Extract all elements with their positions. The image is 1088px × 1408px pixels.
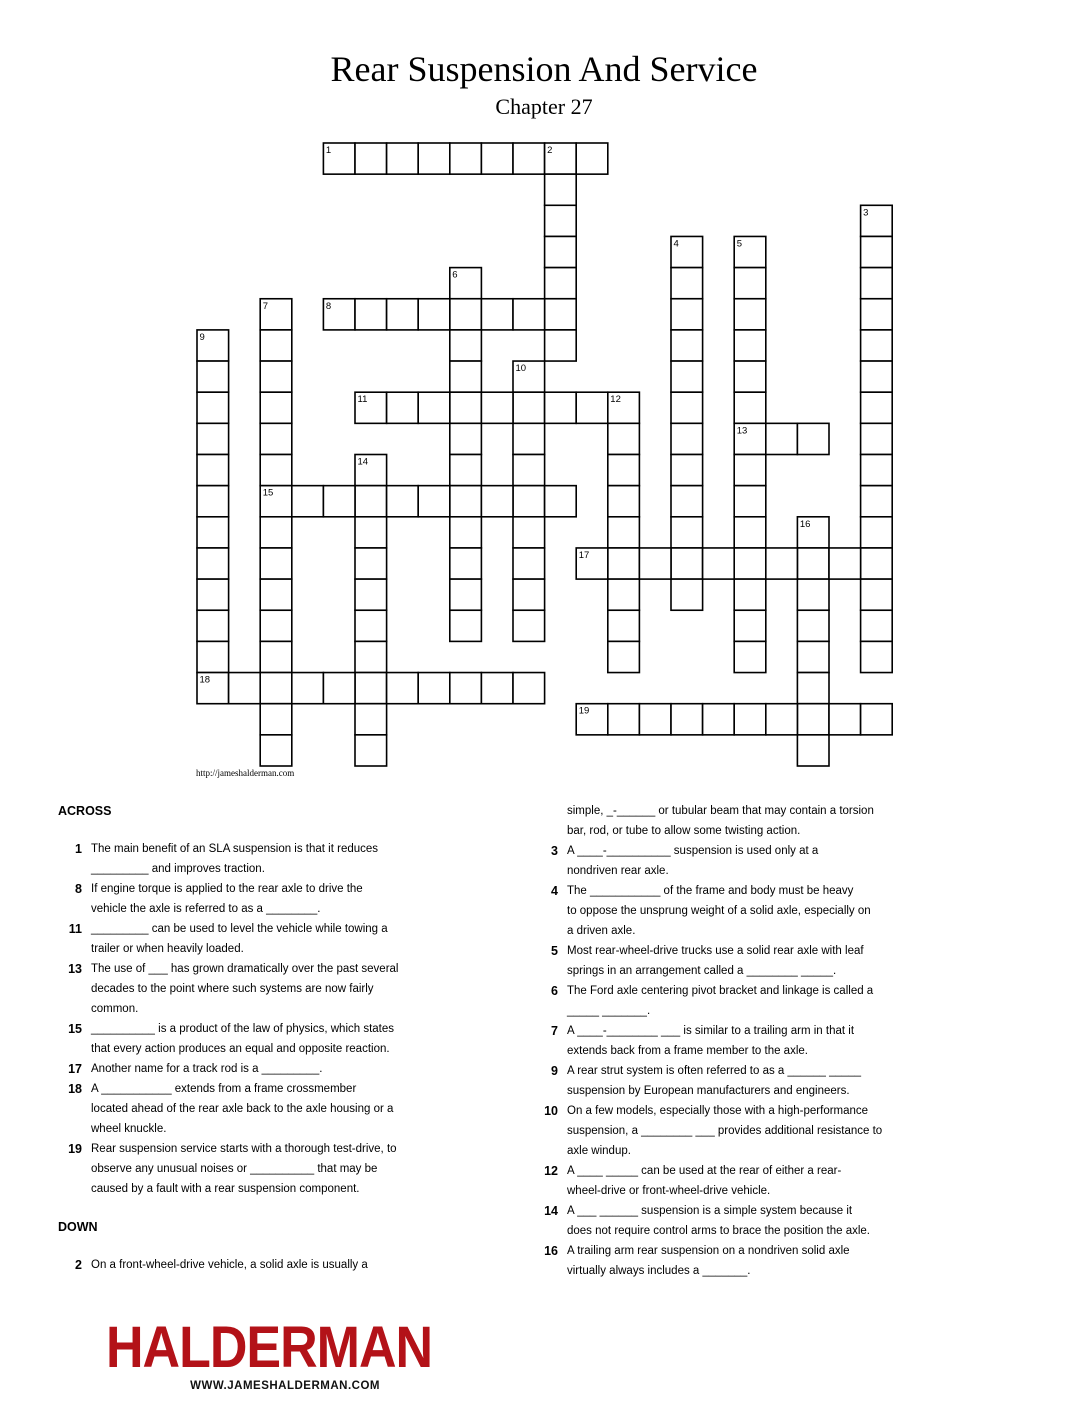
- clue-number: 13: [68, 962, 82, 976]
- clue-item: [534, 1021, 914, 1041]
- cell-number: 12: [610, 394, 621, 406]
- grid-cell[interactable]: [260, 423, 292, 454]
- cell-number: 7: [262, 300, 268, 312]
- grid-cell[interactable]: [513, 517, 545, 548]
- grid-cell[interactable]: [260, 392, 292, 423]
- clue-line: [534, 1041, 914, 1061]
- clue-text: _____ _______.: [567, 1005, 651, 1017]
- clue-text: wheel-drive or front-wheel-drive vehicle.: [567, 1185, 771, 1197]
- clue-item: [58, 1079, 478, 1099]
- grid-cell[interactable]: [513, 610, 545, 641]
- grid-cell[interactable]: [387, 486, 419, 517]
- grid-cell[interactable]: [513, 299, 545, 330]
- halderman-logo: [106, 1315, 433, 1392]
- grid-cell[interactable]: [260, 330, 292, 361]
- grid-cell[interactable]: [671, 455, 703, 486]
- grid-cell[interactable]: [355, 517, 387, 548]
- grid-cell[interactable]: [197, 392, 229, 423]
- grid-cell[interactable]: [513, 392, 545, 423]
- cell-number: 19: [578, 705, 590, 717]
- grid-cell[interactable]: [734, 268, 766, 299]
- grid-cell[interactable]: [418, 392, 450, 423]
- grid-cell[interactable]: [734, 361, 766, 392]
- grid-cell[interactable]: [608, 704, 640, 735]
- grid-cell[interactable]: [545, 205, 577, 236]
- grid-cell[interactable]: [418, 673, 450, 704]
- grid-cell[interactable]: [861, 268, 893, 299]
- clue-text: A ___ ______ suspension is a simple system because it: [567, 1205, 853, 1217]
- clue-line: [534, 901, 914, 921]
- grid-cell[interactable]: [861, 455, 893, 486]
- clue-item: [58, 959, 478, 979]
- clue-text: common.: [91, 1003, 139, 1015]
- clue-item: [58, 1139, 478, 1159]
- clue-text: Another name for a track rod is a _________.: [91, 1063, 323, 1075]
- grid-cell[interactable]: [355, 735, 387, 766]
- grid-cell[interactable]: [608, 517, 640, 548]
- grid-cell[interactable]: [450, 579, 482, 610]
- cell-number: 16: [799, 518, 811, 530]
- clue-item: [58, 1019, 478, 1039]
- cell-number: 9: [199, 331, 205, 343]
- grid-cell[interactable]: [861, 641, 893, 672]
- grid-cell[interactable]: [450, 673, 482, 704]
- grid-cell[interactable]: [861, 517, 893, 548]
- clue-text: The use of ___ has grown dramatically over the past several: [91, 963, 399, 975]
- clue-column-left: [58, 801, 478, 1275]
- grid-cell[interactable]: [513, 486, 545, 517]
- clue-line: [58, 859, 478, 879]
- cell-number: 2: [547, 145, 553, 156]
- grid-cell[interactable]: [797, 641, 829, 672]
- grid-cell[interactable]: [671, 361, 703, 392]
- clue-text: simple, _-______ or tubular beam that may contain a torsion: [567, 805, 874, 817]
- cell-number: 10: [515, 363, 527, 375]
- grid-cell[interactable]: [450, 361, 482, 392]
- grid-cell[interactable]: [608, 579, 640, 610]
- clue-number: 1: [75, 842, 82, 856]
- clue-number: 3: [551, 844, 558, 858]
- grid-cell[interactable]: [197, 455, 229, 486]
- grid-cell[interactable]: [355, 143, 387, 174]
- clue-line: [58, 1119, 478, 1139]
- clue-line: [534, 1221, 914, 1241]
- cell-number: 14: [357, 456, 369, 468]
- grid-cell[interactable]: [450, 517, 482, 548]
- grid-cell[interactable]: [608, 610, 640, 641]
- grid-cell[interactable]: [608, 455, 640, 486]
- clue-number: 18: [68, 1082, 82, 1096]
- clue-text: trailer or when heavily loaded.: [91, 943, 244, 955]
- grid-cell[interactable]: [450, 486, 482, 517]
- grid-cell[interactable]: [797, 423, 829, 454]
- clue-number: 16: [544, 1244, 558, 1258]
- clue-number: 8: [75, 882, 82, 896]
- clue-item: [534, 841, 914, 861]
- clue-text: __________ is a product of the law of physics, which states: [91, 1023, 395, 1035]
- clue-text: _________ can be used to level the vehicle while towing a: [91, 923, 388, 935]
- grid-cell[interactable]: [197, 486, 229, 517]
- clue-number: 6: [551, 984, 558, 998]
- grid-cell[interactable]: [797, 579, 829, 610]
- grid-cell[interactable]: [797, 610, 829, 641]
- clue-item: [534, 881, 914, 901]
- grid-cell[interactable]: [797, 735, 829, 766]
- logo-url: WWW.JAMESHALDERMAN.COM: [190, 1380, 380, 1392]
- grid-cell[interactable]: [766, 423, 798, 454]
- grid-cell[interactable]: [734, 392, 766, 423]
- grid-cell[interactable]: [197, 641, 229, 672]
- cell-number: 13: [736, 425, 748, 437]
- clue-number: 15: [68, 1022, 82, 1036]
- grid-cell[interactable]: [545, 268, 577, 299]
- grid-cell[interactable]: [387, 143, 419, 174]
- cell-number: 6: [452, 269, 458, 281]
- clue-line: [58, 1179, 478, 1199]
- clue-text: A ____-__________ suspension is used only at a: [567, 845, 819, 857]
- clue-text: _________ and improves traction.: [91, 863, 265, 875]
- clue-line: [58, 999, 478, 1019]
- clue-number: 11: [68, 922, 82, 936]
- cell-number: 3: [863, 207, 869, 219]
- grid-cell[interactable]: [260, 548, 292, 579]
- clue-line: [58, 1159, 478, 1179]
- grid-cell[interactable]: [450, 143, 482, 174]
- grid-cell[interactable]: [197, 610, 229, 641]
- grid-cell[interactable]: [450, 610, 482, 641]
- grid-cell[interactable]: [260, 704, 292, 735]
- grid-cell[interactable]: [355, 486, 387, 517]
- clue-text: If engine torque is applied to the rear axle to drive the: [91, 883, 363, 895]
- cell-number: 5: [736, 238, 742, 250]
- grid-cell[interactable]: [671, 392, 703, 423]
- grid-cell[interactable]: [418, 143, 450, 174]
- grid-cell[interactable]: [671, 268, 703, 299]
- clue-number: 17: [68, 1062, 82, 1076]
- clue-column-right: [534, 801, 914, 1281]
- grid-cell[interactable]: [197, 423, 229, 454]
- clue-line: [534, 821, 914, 841]
- grid-cell[interactable]: [323, 486, 355, 517]
- grid-cell[interactable]: [545, 174, 577, 205]
- clue-text: extends back from a frame member to the axle.: [567, 1045, 808, 1057]
- clue-text: On a front-wheel-drive vehicle, a solid axle is usually a: [91, 1259, 368, 1271]
- grid-cell[interactable]: [545, 392, 577, 423]
- clue-text: nondriven rear axle.: [567, 865, 669, 877]
- grid-cell[interactable]: [861, 548, 893, 579]
- clue-line: [534, 1141, 914, 1161]
- clue-text: axle windup.: [567, 1145, 631, 1157]
- clue-text: A ____-________ ___ is similar to a trailing arm in that it: [567, 1025, 855, 1037]
- clue-item: [534, 1241, 914, 1261]
- grid-cell[interactable]: [734, 548, 766, 579]
- grid-cell[interactable]: [797, 548, 829, 579]
- clue-number: 5: [551, 944, 558, 958]
- clue-text: Rear suspension service starts with a thorough test-drive, to: [91, 1143, 397, 1155]
- grid-cell[interactable]: [355, 704, 387, 735]
- grid-cell[interactable]: [513, 673, 545, 704]
- grid-cell[interactable]: [545, 299, 577, 330]
- grid-cell[interactable]: [292, 486, 324, 517]
- grid-cell[interactable]: [260, 735, 292, 766]
- clue-text: springs in an arrangement called a ________ _____.: [567, 965, 837, 977]
- clue-number: 10: [544, 1104, 558, 1118]
- grid-cell[interactable]: [450, 455, 482, 486]
- grid-cell[interactable]: [861, 299, 893, 330]
- clue-number: 14: [544, 1204, 558, 1218]
- grid-cell[interactable]: [197, 579, 229, 610]
- clue-item: [534, 1201, 914, 1221]
- grid-cell[interactable]: [861, 423, 893, 454]
- clue-item: [534, 941, 914, 961]
- grid-cell[interactable]: [703, 548, 735, 579]
- clue-text: observe any unusual noises or __________ that may be: [91, 1163, 378, 1175]
- grid-cell[interactable]: [766, 548, 798, 579]
- grid-cell[interactable]: [671, 704, 703, 735]
- grid-cell[interactable]: [671, 423, 703, 454]
- clue-item: [534, 981, 914, 1001]
- clue-line: [534, 961, 914, 981]
- grid-cell[interactable]: [671, 548, 703, 579]
- clue-item: [58, 839, 478, 859]
- grid-cell[interactable]: [797, 704, 829, 735]
- grid-cell[interactable]: [829, 704, 861, 735]
- clue-item: [534, 1101, 914, 1121]
- clue-text: suspension by European manufacturers and engineers.: [567, 1085, 850, 1097]
- clue-text: The ___________ of the frame and body must be heavy: [567, 885, 854, 897]
- grid-cell[interactable]: [481, 143, 513, 174]
- clue-number: 19: [68, 1142, 82, 1156]
- clue-line: [534, 1081, 914, 1101]
- cell-number: 18: [199, 674, 211, 686]
- grid-cell[interactable]: [260, 517, 292, 548]
- clue-item: [534, 1061, 914, 1081]
- grid-cell[interactable]: [639, 704, 671, 735]
- grid-cell[interactable]: [481, 486, 513, 517]
- clue-item: [58, 1059, 478, 1079]
- grid-cell[interactable]: [734, 330, 766, 361]
- clue-line: [58, 939, 478, 959]
- clue-line: [58, 1099, 478, 1119]
- clue-line: [58, 1039, 478, 1059]
- grid-cell[interactable]: [513, 548, 545, 579]
- grid-cell[interactable]: [513, 455, 545, 486]
- grid-cell[interactable]: [260, 579, 292, 610]
- clue-text: Most rear-wheel-drive trucks use a solid rear axle with leaf: [567, 945, 864, 957]
- grid-cell[interactable]: [734, 641, 766, 672]
- grid-cell[interactable]: [545, 236, 577, 267]
- clue-number: 9: [551, 1064, 558, 1078]
- cell-number: 8: [325, 300, 332, 312]
- grid-cell[interactable]: [671, 299, 703, 330]
- clue-text: a driven axle.: [567, 925, 636, 937]
- grid-cell[interactable]: [450, 548, 482, 579]
- grid-cell[interactable]: [355, 579, 387, 610]
- grid-cell[interactable]: [513, 423, 545, 454]
- grid-cell[interactable]: [545, 330, 577, 361]
- clue-item: [534, 1161, 914, 1181]
- cell-number: 1: [325, 145, 332, 156]
- clue-number: 12: [544, 1164, 558, 1178]
- grid-cell[interactable]: [292, 673, 324, 704]
- clue-item: [58, 919, 478, 939]
- grid-cell[interactable]: [387, 673, 419, 704]
- clue-number: 7: [551, 1024, 558, 1038]
- clue-line: [534, 1121, 914, 1141]
- grid-cell[interactable]: [703, 704, 735, 735]
- grid-cell[interactable]: [576, 392, 608, 423]
- grid-cell[interactable]: [450, 423, 482, 454]
- clue-text: located ahead of the rear axle back to the axle housing or a: [91, 1103, 394, 1115]
- grid-cell[interactable]: [671, 486, 703, 517]
- logo-wordmark: HALDERMAN: [106, 1315, 433, 1381]
- clue-line: [58, 979, 478, 999]
- clue-text: vehicle the axle is referred to as a ________.: [91, 903, 321, 915]
- grid-cell[interactable]: [513, 143, 545, 174]
- grid-cell[interactable]: [734, 517, 766, 548]
- grid-cell[interactable]: [355, 610, 387, 641]
- grid-cell[interactable]: [734, 486, 766, 517]
- grid-cell[interactable]: [671, 517, 703, 548]
- clue-text: does not require control arms to brace the position the axle.: [567, 1225, 871, 1237]
- clue-text: A ____ _____ can be used at the rear of either a rear-: [567, 1165, 842, 1177]
- grid-cell[interactable]: [734, 704, 766, 735]
- grid-cell[interactable]: [608, 423, 640, 454]
- clue-text: to oppose the unsprung weight of a solid axle, especially on: [567, 905, 871, 917]
- clue-line: [58, 899, 478, 919]
- clue-item: [58, 1255, 478, 1275]
- grid-cell[interactable]: [197, 361, 229, 392]
- grid-cell[interactable]: [671, 579, 703, 610]
- page-title: Rear Suspension And Service: [330, 49, 758, 89]
- grid-cell[interactable]: [829, 548, 861, 579]
- grid-cell[interactable]: [861, 392, 893, 423]
- grid-cell[interactable]: [450, 330, 482, 361]
- grid-cell[interactable]: [229, 673, 261, 704]
- clue-line: [534, 801, 914, 821]
- across-heading: ACROSS: [58, 804, 112, 818]
- clue-text: On a few models, especially those with a high-performance: [567, 1105, 869, 1117]
- grid-cell[interactable]: [608, 641, 640, 672]
- grid-cell[interactable]: [861, 361, 893, 392]
- cell-number: 17: [578, 549, 590, 561]
- page-subtitle: Chapter 27: [495, 94, 593, 119]
- grid-cell[interactable]: [861, 236, 893, 267]
- clue-text: wheel knuckle.: [91, 1123, 167, 1135]
- grid-cell[interactable]: [861, 330, 893, 361]
- grid-cell[interactable]: [355, 548, 387, 579]
- cell-number: 15: [262, 487, 274, 499]
- clue-number: 4: [551, 884, 558, 898]
- grid-cell[interactable]: [355, 641, 387, 672]
- grid-cell[interactable]: [323, 673, 355, 704]
- grid-cell[interactable]: [861, 610, 893, 641]
- grid-cell[interactable]: [734, 455, 766, 486]
- grid-cell[interactable]: [734, 579, 766, 610]
- clue-text: that every action produces an equal and opposite reaction.: [91, 1043, 390, 1055]
- clue-text: A rear strut system is often referred to as a ______ _____: [567, 1065, 862, 1077]
- clue-line: [534, 921, 914, 941]
- clue-text: decades to the point where such systems are now fairly: [91, 983, 374, 995]
- clue-text: caused by a fault with a rear suspension component.: [91, 1183, 360, 1195]
- grid-cell[interactable]: [639, 548, 671, 579]
- cell-number: 4: [673, 238, 679, 250]
- grid-cell[interactable]: [734, 610, 766, 641]
- grid-cell[interactable]: [861, 704, 893, 735]
- grid-cell[interactable]: [481, 673, 513, 704]
- clue-number: 2: [75, 1258, 82, 1272]
- grid-cell[interactable]: [260, 361, 292, 392]
- clue-item: [58, 879, 478, 899]
- grid-cell[interactable]: [481, 299, 513, 330]
- grid-cell[interactable]: [197, 517, 229, 548]
- grid-cell[interactable]: [260, 610, 292, 641]
- grid-cell[interactable]: [861, 486, 893, 517]
- grid-cell[interactable]: [450, 392, 482, 423]
- grid-cell[interactable]: [797, 673, 829, 704]
- clue-text: virtually always includes a _______.: [567, 1265, 751, 1277]
- grid-cell[interactable]: [481, 392, 513, 423]
- clue-line: [534, 1261, 914, 1281]
- grid-cell[interactable]: [387, 299, 419, 330]
- grid-cell[interactable]: [545, 486, 577, 517]
- clue-text: A trailing arm rear suspension on a nondriven solid axle: [567, 1245, 850, 1257]
- source-url: http://jameshalderman.com: [196, 768, 295, 778]
- grid-cell[interactable]: [418, 486, 450, 517]
- cell-number: 11: [357, 394, 368, 406]
- grid-cell[interactable]: [355, 299, 387, 330]
- clue-text: bar, rod, or tube to allow some twisting action.: [567, 825, 801, 837]
- grid-cell[interactable]: [355, 673, 387, 704]
- clue-text: The Ford axle centering pivot bracket and linkage is called a: [567, 985, 874, 997]
- grid-cell[interactable]: [608, 548, 640, 579]
- grid-cell[interactable]: [260, 455, 292, 486]
- grid-cell[interactable]: [513, 579, 545, 610]
- grid-cell[interactable]: [671, 330, 703, 361]
- clue-line: [534, 861, 914, 881]
- clue-line: [534, 1001, 914, 1021]
- clue-line: [534, 1181, 914, 1201]
- grid-cell[interactable]: [861, 579, 893, 610]
- grid-cell[interactable]: [387, 392, 419, 423]
- grid-cell[interactable]: [197, 548, 229, 579]
- clue-text: The main benefit of an SLA suspension is that it reduces: [91, 843, 379, 855]
- down-heading: DOWN: [58, 1220, 98, 1234]
- grid-cell[interactable]: [260, 673, 292, 704]
- clue-text: suspension, a ________ ___ provides additional resistance to: [567, 1125, 883, 1137]
- grid-cell[interactable]: [260, 641, 292, 672]
- grid-cell[interactable]: [608, 486, 640, 517]
- grid-cell[interactable]: [734, 299, 766, 330]
- grid-cell[interactable]: [418, 299, 450, 330]
- grid-cell[interactable]: [450, 299, 482, 330]
- clue-text: A ___________ extends from a frame crossmember: [91, 1083, 357, 1095]
- grid-cell[interactable]: [576, 143, 608, 174]
- grid-cell[interactable]: [766, 704, 798, 735]
